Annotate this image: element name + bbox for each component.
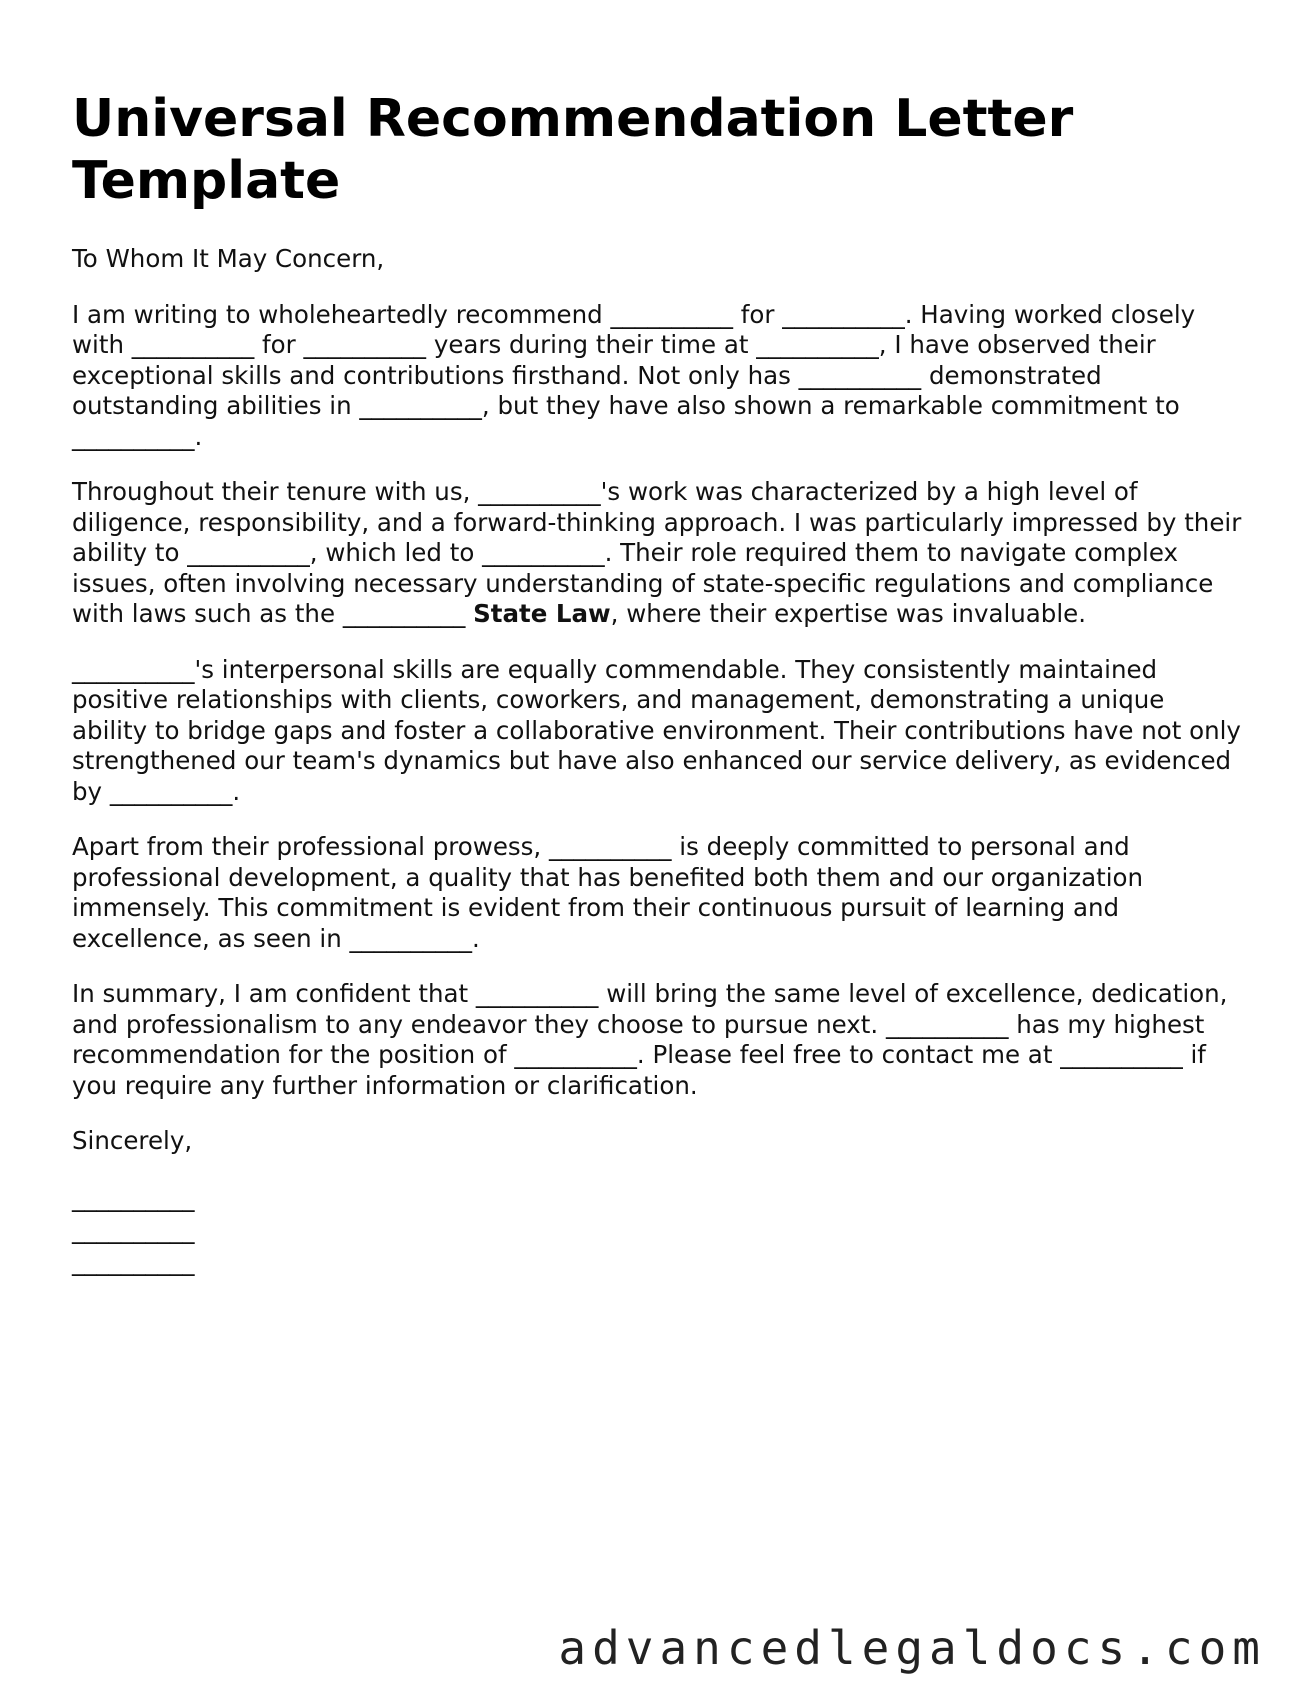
paragraph-3: __________'s interpersonal skills are equally commendable. They consistently maintained positive relationships with clients, coworkers, and management, demonstrating a unique ability to bridge gaps and foster a collaborative environment. Their contributions have not only strengthened our team's dynamics but have also enhanced our service delivery, as evidenced by __________.	[72, 654, 1241, 806]
paragraph-2-text: Throughout their tenure with us, __________'s work was characterized by a high level of diligence, responsibility, and a forward-thinking approach. I was particularly impressed by their ability to __________, which led to __________. Their role required them to navigate complex issues, often involving necessary understanding of state-specific regulations and compliance with laws such as the __________	[72, 477, 1242, 628]
salutation: To Whom It May Concern,	[72, 244, 385, 273]
signature-line: __________	[72, 1182, 195, 1212]
state-law-bold: State Law	[473, 599, 611, 628]
paragraph-5: In summary, I am confident that __________ will bring the same level of excellence, dedication, and professionalism to any endeavor they choose to pursue next. __________ has my highest recommendation for the position of __________. Please feel free to contact me at __________ if you require any further information or clarification.	[72, 979, 1228, 1100]
paragraph-4: Apart from their professional prowess, __________ is deeply committed to personal and professional development, a quality that has benefited both them and our organization immensely. This commitment is evident from their continuous pursuit of learning and excellence, as seen in __________.	[72, 832, 1144, 953]
paragraph-1: I am writing to wholeheartedly recommend __________ for __________. Having worked closely with __________ for __________ years during their time at __________, I have observed their exceptional skills and contributions firsthand. Not only has __________ demonstrated outstanding abilities in __________, but they have also shown a remarkable commitment to __________.	[72, 299, 1196, 451]
letter-body	[72, 244, 1242, 1278]
signature-line: __________	[72, 1246, 195, 1276]
paragraph-2-text-end: , where their expertise was invaluable.	[610, 599, 1087, 628]
document-title: Universal Recommendation Letter Template	[72, 89, 1074, 211]
signature-line: __________	[72, 1214, 195, 1244]
paragraph-2	[72, 477, 1242, 630]
footer-watermark: advancedlegaldocs.com	[558, 1621, 1266, 1675]
closing: Sincerely,	[72, 1126, 193, 1155]
signature-block	[72, 1182, 1242, 1278]
document-page	[72, 88, 1242, 1278]
